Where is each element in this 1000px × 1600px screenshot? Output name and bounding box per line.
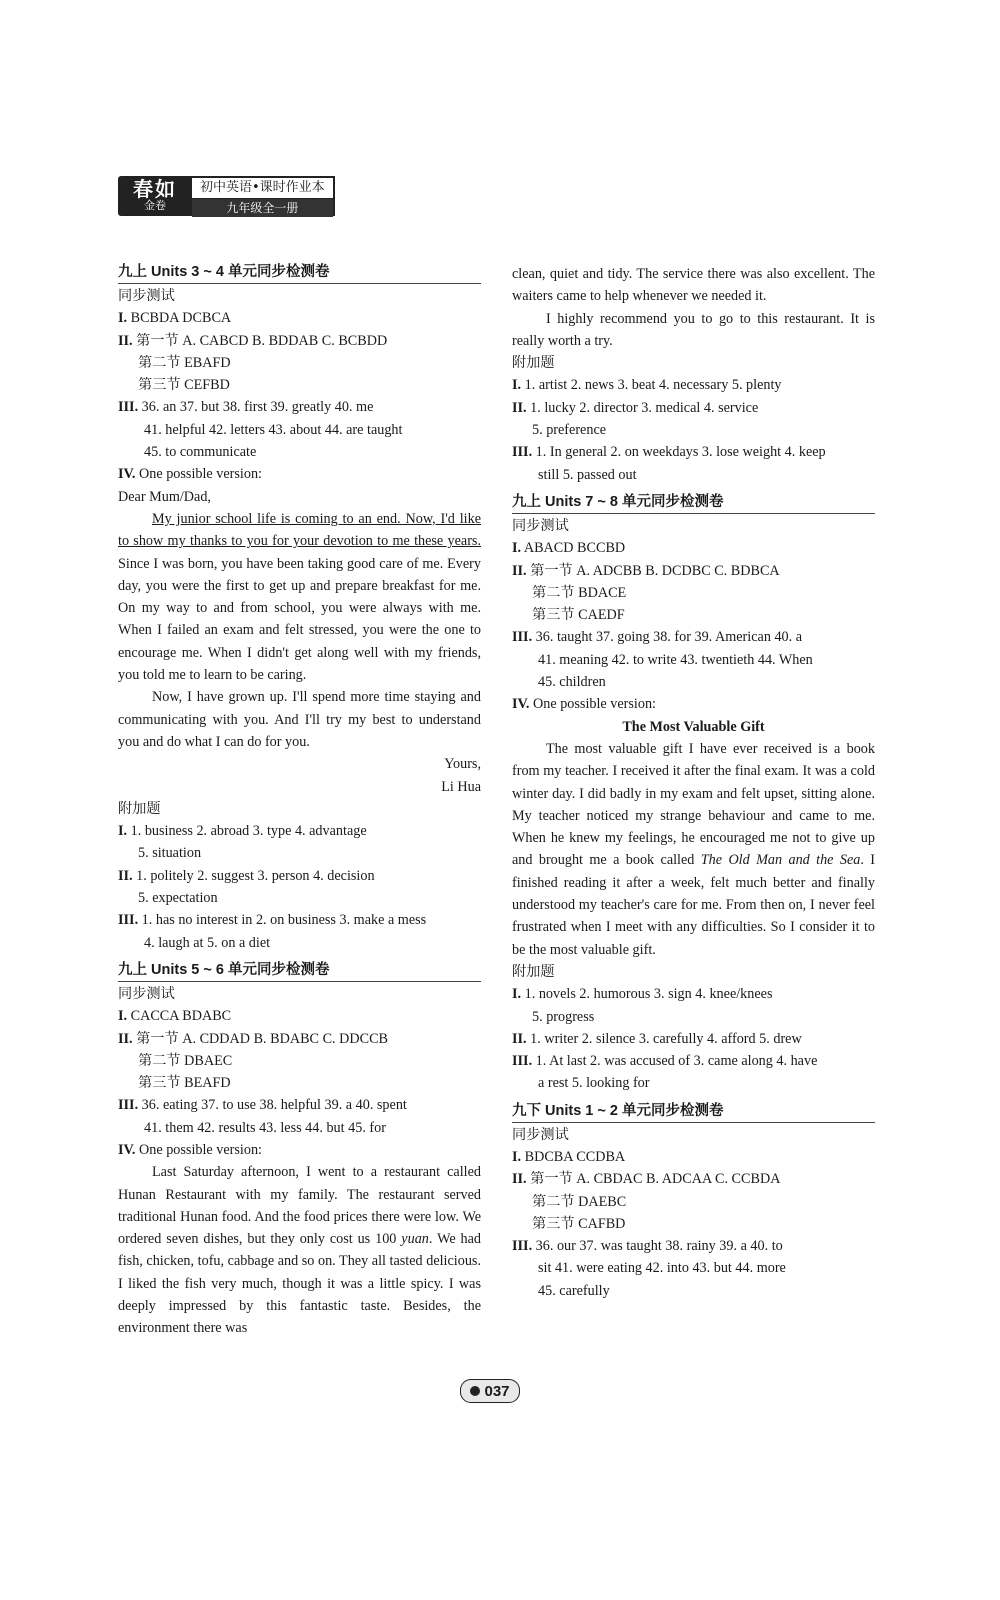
roman-label: I.: [118, 823, 128, 840]
roman-label: III.: [512, 444, 533, 461]
roman-label: III.: [118, 1097, 139, 1114]
letter-greeting: Dear Mum/Dad,: [118, 488, 211, 505]
roman-label: I.: [118, 1008, 128, 1025]
answer-line: [118, 463, 481, 485]
answer-text: 1. artist 2. news 3. beat 4. necessary 5. plenty: [524, 377, 782, 394]
roman-label: I.: [512, 540, 522, 557]
answer-line: 45. carefully: [538, 1282, 610, 1299]
answer-line: [512, 397, 875, 419]
answer-line: 第三节 CAFBD: [532, 1215, 626, 1232]
answer-line: [118, 1005, 481, 1027]
page-number: [460, 1379, 520, 1403]
book-grade: 九年级全一册: [192, 199, 333, 217]
answer-text: 1. In general 2. on weekdays 3. lose weight 4. keep: [535, 444, 826, 461]
answer-line: 45. children: [538, 674, 606, 691]
answer-line: [512, 1028, 875, 1050]
answer-text: 1. novels 2. humorous 3. sign 4. knee/knees: [524, 986, 773, 1003]
answer-text: 第一节 A. CDDAD B. BDABC C. DDCCB: [136, 1030, 389, 1047]
answer-line: 4. laugh at 5. on a diet: [144, 934, 271, 951]
letter-signature: Li Hua: [441, 778, 481, 795]
book-title-box: [192, 176, 335, 216]
answer-line: [118, 396, 481, 418]
answer-line: still 5. passed out: [538, 466, 637, 483]
answer-text: 1. lucky 2. director 3. medical 4. service: [530, 399, 759, 416]
roman-label: II.: [118, 332, 133, 349]
book-title: 初中英语•课时作业本: [192, 178, 333, 199]
answer-line: 第三节 CAEDF: [532, 607, 625, 624]
paragraph-text: Last Saturday afternoon, I went to a restaurant called Hunan Restaurant with my family. The restaurant served traditional Hunan food. And the food prices there were low. We ordered seven dishes, but they only cost us 100: [118, 1164, 481, 1248]
section-title: 九上 Units 3 ~ 4 单元同步检测卷: [118, 262, 481, 284]
roman-label: III.: [118, 399, 139, 416]
answer-line: 第二节 DAEBC: [532, 1193, 627, 1210]
answer-line: a rest 5. looking for: [538, 1075, 650, 1092]
letter-closing: Yours,: [444, 756, 481, 773]
answer-line: sit 41. were eating 42. into 43. but 44. more: [538, 1260, 786, 1277]
answer-line: 5. expectation: [138, 890, 218, 907]
answer-line: 41. helpful 42. letters 43. about 44. are taught: [144, 421, 403, 438]
paragraph-text: The most valuable gift I have ever received is a book from my teacher. I received it after the final exam. It was a cold winter day. I did badly in my exam and felt upset, sitting alone. My teacher noticed my strange behaviour and came to me. When he knew my feelings, he encouraged me not to give up and brought me a book called: [512, 740, 875, 869]
answer-text: 36. an 37. but 38. first 39. greatly 40. me: [141, 399, 374, 416]
logo-sub: 金卷: [144, 200, 166, 212]
roman-label: IV.: [118, 1141, 136, 1158]
roman-label: II.: [512, 562, 527, 579]
letter-paragraph: Now, I have grown up. I'll spend more time staying and communicating with you. And I'll try my best to understand you and do what I can do for you.: [118, 689, 481, 750]
essay-title: The Most Valuable Gift: [622, 718, 765, 735]
answer-text: 第一节 A. ADCBB B. DCDBC C. BDBCA: [530, 562, 780, 579]
answer-text: BDCBA CCDBA: [524, 1148, 626, 1165]
answer-text: 1. At last 2. was accused of 3. came along 4. have: [535, 1053, 818, 1070]
answer-line: 第二节 EBAFD: [138, 354, 231, 371]
answer-line: [118, 820, 481, 842]
roman-label: II.: [512, 399, 527, 416]
answer-text: 36. taught 37. going 38. for 39. American 40. a: [535, 629, 803, 646]
answer-line: [512, 560, 875, 582]
answer-line: [512, 1235, 875, 1257]
answer-line: 41. meaning 42. to write 43. twentieth 44. When: [538, 651, 813, 668]
answer-line: [512, 983, 875, 1005]
answer-text: One possible version:: [533, 696, 656, 713]
roman-label: I.: [118, 310, 128, 327]
brand-logo: [118, 176, 192, 216]
roman-label: III.: [512, 629, 533, 646]
answer-line: [512, 441, 875, 463]
answer-line: [118, 307, 481, 329]
paragraph-text: Since I was born, you have been taking good care of me. Every day, you were the first to get up and prepare breakfast for me. On my way to and from school, you were always with me. When I failed an exam and felt stressed, you were the one to encourage me. When I didn't get along well with my friends, you told me to learn to be caring.: [118, 555, 481, 684]
answer-line: [118, 1028, 481, 1050]
section-title: 九上 Units 5 ~ 6 单元同步检测卷: [118, 960, 481, 982]
extra-label: 附加题: [512, 963, 555, 980]
roman-label: III.: [512, 1238, 533, 1255]
roman-label: III.: [512, 1053, 533, 1070]
answer-text: CACCA BDABC: [130, 1008, 232, 1025]
essay-paragraph: I highly recommend you to go to this restaurant. It is really worth a try.: [512, 310, 875, 349]
answer-text: BCBDA DCBCA: [130, 310, 232, 327]
answer-line: 第三节 BEAFD: [138, 1075, 231, 1092]
roman-label: III.: [118, 912, 139, 929]
answer-line: 5. progress: [532, 1008, 595, 1025]
answer-line: [512, 1146, 875, 1168]
answer-text: 36. our 37. was taught 38. rainy 39. a 40. to: [535, 1238, 783, 1255]
subsection-label: 同步测试: [512, 1126, 569, 1143]
essay-paragraph: [118, 1161, 481, 1339]
subsection-label: 同步测试: [118, 288, 175, 304]
right-column: [512, 263, 875, 1302]
answer-text: 第一节 A. CABCD B. BDDAB C. BCBDD: [136, 332, 388, 349]
roman-label: I.: [512, 1148, 522, 1165]
extra-label: 附加题: [512, 355, 555, 372]
answer-line: [512, 693, 875, 715]
extra-label: 附加题: [118, 800, 161, 817]
roman-label: II.: [512, 1030, 527, 1047]
answer-line: [512, 1168, 875, 1190]
answer-line: [118, 330, 481, 352]
answer-line: [512, 626, 875, 648]
roman-label: IV.: [512, 696, 530, 713]
answer-line: 第二节 DBAEC: [138, 1052, 233, 1069]
answer-text: 1. writer 2. silence 3. carefully 4. afford 5. drew: [530, 1030, 802, 1047]
answer-text: 1. has no interest in 2. on business 3. make a mess: [141, 912, 427, 929]
roman-label: I.: [512, 377, 522, 394]
answer-line: 45. to communicate: [144, 444, 257, 461]
answer-line: 第三节 CEFBD: [138, 377, 230, 394]
roman-label: II.: [118, 867, 133, 884]
answer-line: 5. situation: [138, 845, 202, 862]
paragraph-text: . We had fish, chicken, tofu, cabbage and so on. They all tasted delicious. I liked the fish very much, though it was a little spicy. I was deeply impressed by this fantastic taste. Besides, the environment there was: [118, 1231, 482, 1337]
underlined-sentence: My junior school life is coming to an end. Now, I'd like to show my thanks to you for your devotion to me these years.: [118, 510, 481, 550]
answer-line: [512, 1050, 875, 1072]
book-header: [118, 176, 335, 216]
essay-paragraph: [512, 738, 875, 961]
answer-line: [118, 909, 481, 931]
roman-label: IV.: [118, 466, 136, 483]
roman-label: II.: [118, 1030, 133, 1047]
subsection-label: 同步测试: [512, 517, 569, 534]
answer-text: 第一节 A. CBDAC B. ADCAA C. CCBDA: [530, 1171, 781, 1188]
answer-text: 1. business 2. abroad 3. type 4. advantage: [130, 823, 367, 840]
answer-line: [512, 374, 875, 396]
italic-title: The Old Man and the Sea: [700, 852, 861, 869]
answer-text: One possible version:: [139, 1141, 262, 1158]
answer-line: 第二节 BDACE: [532, 584, 627, 601]
bullet-icon: [470, 1386, 480, 1396]
answer-text: ABACD BCCBD: [523, 540, 626, 557]
subsection-label: 同步测试: [118, 985, 175, 1002]
answer-line: [118, 1094, 481, 1116]
paragraph-text: . I finished reading it after a week, felt much better and finally understood my teacher's care for me. From then on, I never feel frustrated when I meet with any difficulties. So I consider it to be the most valuable gift.: [512, 852, 875, 958]
logo-mark: 春如: [133, 179, 177, 201]
answer-line: [512, 537, 875, 559]
answer-text: 1. politely 2. suggest 3. person 4. decision: [136, 867, 375, 884]
answer-line: 5. preference: [532, 422, 607, 439]
answer-text: 36. eating 37. to use 38. helpful 39. a 40. spent: [141, 1097, 407, 1114]
essay-paragraph: clean, quiet and tidy. The service there was also excellent. The waiters came to help whenever we needed it.: [512, 266, 875, 305]
roman-label: I.: [512, 986, 522, 1003]
answer-line: 41. them 42. results 43. less 44. but 45. for: [144, 1119, 386, 1136]
italic-word: yuan: [401, 1231, 429, 1248]
section-title: 九上 Units 7 ~ 8 单元同步检测卷: [512, 492, 875, 514]
answer-text: One possible version:: [139, 466, 262, 483]
answer-line: [118, 865, 481, 887]
letter-paragraph: [118, 508, 481, 686]
section-title: 九下 Units 1 ~ 2 单元同步检测卷: [512, 1101, 875, 1123]
page-number-text: 037: [484, 1382, 510, 1400]
roman-label: II.: [512, 1171, 527, 1188]
left-column: [118, 262, 481, 1340]
answer-line: [118, 1139, 481, 1161]
